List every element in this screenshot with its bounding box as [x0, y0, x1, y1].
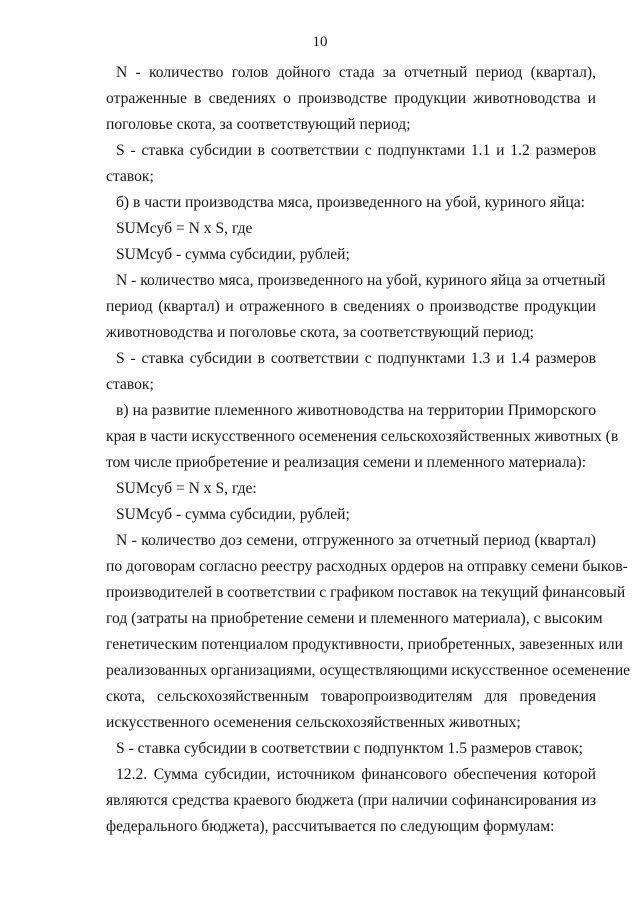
text-line: SUMсуб - сумма субсидии, рублей; — [116, 506, 350, 523]
text-line: период (квартал) и отраженного в сведениях о производстве продукции — [106, 298, 596, 315]
text-line: ставок; — [106, 376, 154, 393]
text-line: животноводства и поголовье скота, за соответствующий период; — [106, 324, 534, 341]
text-line: по договорам согласно реестру расходных ордеров на отправку семени быков- — [106, 558, 628, 575]
text-line: реализованных организациями, осуществляющими искусственное осеменение — [106, 662, 631, 679]
text-line: искусственного осеменения сельскохозяйственных животных; — [106, 714, 521, 731]
text-line: федерального бюджета), рассчитывается по следующим формулам: — [106, 818, 555, 835]
text-line: являются средства краевого бюджета (при наличии софинансирования из — [106, 792, 596, 809]
text-line: том числе приобретение и реализация семени и племенного материала): — [106, 454, 587, 471]
text-line: N - количество доз семени, отгруженного за отчетный период (квартал) — [116, 532, 596, 549]
text-line: SUMсуб - сумма субсидии, рублей; — [116, 246, 350, 263]
text-line: S - ставка субсидии в соответствии с подпунктами 1.3 и 1.4 размеров — [116, 350, 596, 367]
text-line: поголовье скота, за соответствующий период; — [106, 116, 411, 133]
text-line: генетическим потенциалом продуктивности, приобретенных, завезенных или — [106, 636, 623, 653]
text-line: в) на развитие племенного животноводства на территории Приморского — [116, 402, 596, 419]
page-number: 10 — [312, 34, 328, 50]
text-line: S - ставка субсидии в соответствии с подпунктами 1.1 и 1.2 размеров — [116, 142, 596, 159]
text-line: ставок; — [106, 168, 154, 185]
text-line: N - количество мяса, произведенного на убой, куриного яйца за отчетный — [116, 272, 606, 289]
text-line: б) в части производства мяса, произведенного на убой, куриного яйца: — [116, 194, 585, 211]
text-line: отраженные в сведениях о производстве продукции животноводства и — [106, 90, 596, 107]
text-line: скота, сельскохозяйственным товаропроизводителям для проведения — [106, 688, 596, 705]
text-line: год (затраты на приобретение семени и племенного материала), с высоким — [106, 610, 603, 627]
text-line: края в части искусственного осеменения сельскохозяйственных животных (в — [106, 428, 619, 445]
text-line: производителей в соответствии с графиком поставок на текущий финансовый — [106, 584, 626, 601]
formula-line: SUMсуб = N x S, где — [116, 220, 253, 237]
text-line: 12.2. Сумма субсидии, источником финансового обеспечения которой — [116, 766, 596, 783]
text-line: N - количество голов дойного стада за отчетный период (квартал), — [116, 64, 596, 81]
formula-line: SUMсуб = N x S, где: — [116, 480, 257, 497]
text-line: S - ставка субсидии в соответствии с подпунктом 1.5 размеров ставок; — [116, 740, 584, 757]
